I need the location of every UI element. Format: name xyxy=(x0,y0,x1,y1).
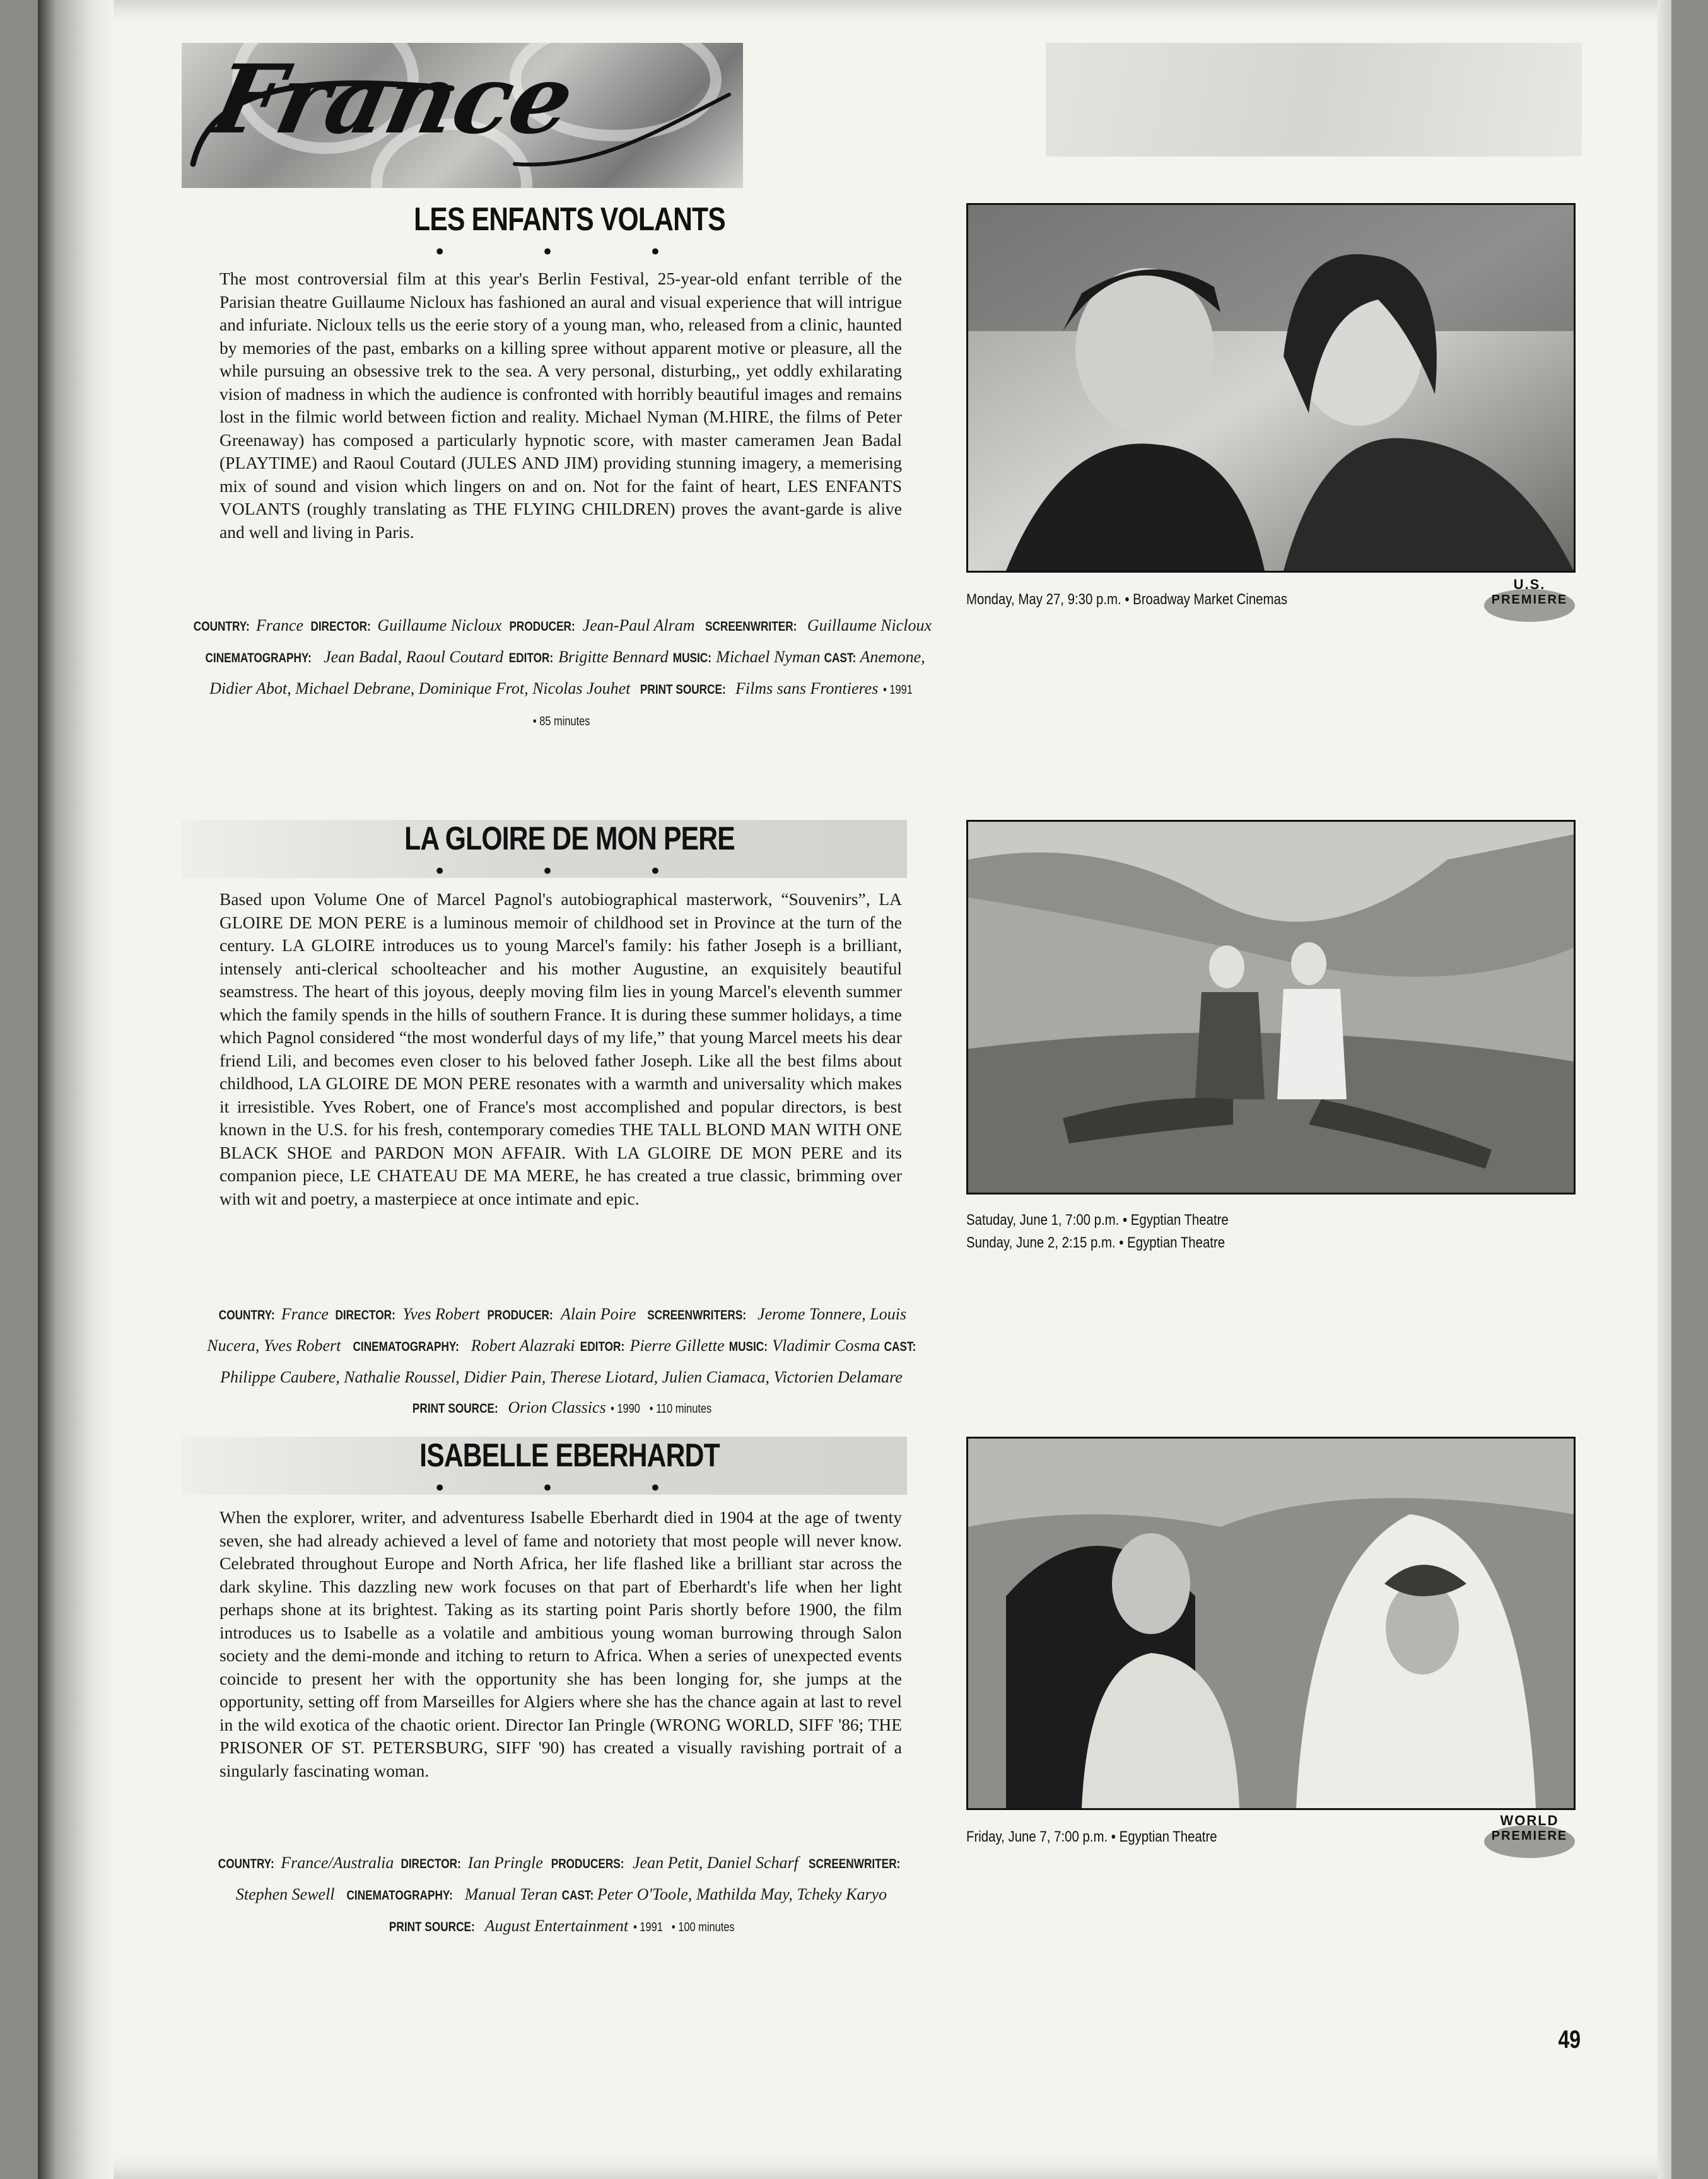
film-credits: COUNTRY: France DIRECTOR: Yves Robert PRODUCER: Alain Poire SCREENWRITERS: Jerome Tonnere, Louis Nucera, Yves Robert CINEMATOGRAPHY: Robert Alazraki EDITOR: Pierre Gillette MUSIC: Vladimir Cosma CAST: Philippe Caubere, Nathalie Roussel, Didier Pain, Therese Liotard, Julien Ciamaca, Victorien Delamare PRINT SOURCE: Orion Classics • 1990 • 110 minutes xyxy=(207,1305,916,1417)
film-still-photo xyxy=(966,203,1576,573)
film-credits: COUNTRY: France/Australia DIRECTOR: Ian Pringle PRODUCERS: Jean Petit, Daniel Scharf SCREENWRITER: Stephen Sewell CINEMATOGRAPHY: Manual Teran CAST: Peter O'Toole, Mathilda May, Tcheky Karyo PRINT SOURCE: August Entertainment • 1991 • 100 minutes xyxy=(218,1854,901,1935)
film-title: LES ENFANTS VOLANTS xyxy=(414,201,725,238)
screening-time: Monday, May 27, 9:30 p.m. • Broadway Market Cinemas xyxy=(966,591,1288,608)
title-ornament: • • • xyxy=(433,859,706,884)
film-description: The most controversial film at this year's Berlin Festival, 25-year-old enfant terrible of the Parisian theatre Guillaume Nicloux has fashioned an aural and visual experience that will intrigue and infuriate. Nicloux tells us the eerie story of a young man, who, released from a clinic, haunted by memories of the past, embarks on a killing spree without apparent motive or pleasure, all the while pursuing an obsessive trek to the sea. A very personal, disturbing,, yet oddly exhilarating vision of madness in which the audience is confronted with horribly beautiful images and remains lost in the filmic world between fiction and reality. Michael Nyman (M.HIRE, the films of Peter Greenaway) has composed a particularly hypnotic score, with master cameramen Jean Badal (PLAYTIME) and Raoul Coutard (JULES AND JIM) providing stunning imagery, a memerising mix of sound and vision which lingers on and on. Not for the faint of heart, LES ENFANTS VOLANTS (roughly translating as THE FLYING CHILDREN) proves the avant-garde is alive and well and living in Paris. xyxy=(219,269,902,542)
screening-time: Sunday, June 2, 2:15 p.m. • Egyptian Theatre xyxy=(966,1234,1225,1251)
us-premiere-badge: U.S. PREMIERE xyxy=(1482,573,1577,623)
film-description: Based upon Volume One of Marcel Pagnol's autobiographical masterwork, “Souvenirs”, LA GLOIRE DE MON PERE is a luminous memoir of childhood set in Province at the turn of the century. LA GLOIRE introduces us to young Marcel's family: his father Joseph is a brilliant, intensely anti-clerical schoolteacher and his mother Augustine, an exquisitely beautiful seamstress. The heart of this joyous, deeply moving film lies in young Marcel's eleventh summer which the family spends in the hills of southern France. It is during these summer holidays, a time which Pagnol considered “the most wonderful days of my life,” that young Marcel meets his dear friend Lili, and becomes even closer to his beloved father Joseph. Like all the best films about childhood, LA GLOIRE DE MON PERE resonates with a warmth and universality which makes it irresistible. Yves Robert, one of France's most accomplished and popular directors, is best known in the U.S. for his fresh, contemporary comedies THE TALL BLOND MAN WITH ONE BLACK SHOE and PARDON MON AFFAIR. With LA GLOIRE DE MON PERE and its companion piece, LE CHATEAU DE MA MERE, he has created a true classic, brimming over with wit and poetry, a masterpiece at once intimate and epic. xyxy=(219,889,902,1208)
program-page xyxy=(38,0,1671,2179)
film-still-photo xyxy=(966,1437,1576,1810)
screening-time: Friday, June 7, 7:00 p.m. • Egyptian Theatre xyxy=(966,1828,1217,1845)
page-number: 49 xyxy=(1557,2026,1581,2053)
film-still-photo xyxy=(966,820,1576,1195)
title-ornament: • • • xyxy=(433,240,706,265)
film-credits: COUNTRY: France DIRECTOR: Guillaume Nicloux PRODUCER: Jean-Paul Alram SCREENWRITER: Guillaume Nicloux CINEMATOGRAPHY: Jean Badal, Raoul Coutard EDITOR: Brigitte Bennard MUSIC: Michael Nyman CAST: Anemone, Didier Abot, Michael Debrane, Dominique Frot, Nicolas Jouhet PRINT SOURCE: Films sans Frontieres • 1991 • 85 minutes xyxy=(193,616,932,728)
film-description: When the explorer, writer, and adventuress Isabelle Eberhardt died in 1904 at the age of twenty seven, she had already achieved a level of fame and notoriety that most people will never know. Celebrated throughout Europe and North Africa, her life flashed like a brilliant star across the dark skyline. This dazzling new work focuses on that part of Eberhardt's life when her light perhaps shone at its brightest. Taking as its starting point Paris shortly before 1900, the film introduces us to Isabelle as a volatile and ambitious young woman burrowing through Salon society and the demi-monde and itching to return to Africa. When a series of unexpected events coincide to present her with the opportunity she has been longing for, she jumps at the opportunity, setting off from Marseilles for Algiers where she has the chance again at last to revel in the wild exotica of the chaotic orient. Director Ian Pringle (WRONG WORLD, SIFF '86; THE PRISONER OF ST. PETERSBURG, SIFF '90) has created a visually ravishing portrait of a singularly fascinating woman. xyxy=(219,1507,902,1780)
film-title: ISABELLE EBERHARDT xyxy=(419,1437,720,1474)
book-spine-shadow xyxy=(38,0,114,2179)
world-premiere-badge: WORLD PREMIERE xyxy=(1482,1809,1577,1859)
section-title: France xyxy=(202,44,582,155)
film-title: LA GLOIRE DE MON PERE xyxy=(404,821,735,857)
page-edge xyxy=(1658,0,1671,2179)
bleed-through-banner xyxy=(1046,43,1582,156)
title-ornament: • • • xyxy=(433,1476,706,1501)
screening-time: Satuday, June 1, 7:00 p.m. • Egyptian Theatre xyxy=(966,1212,1229,1229)
